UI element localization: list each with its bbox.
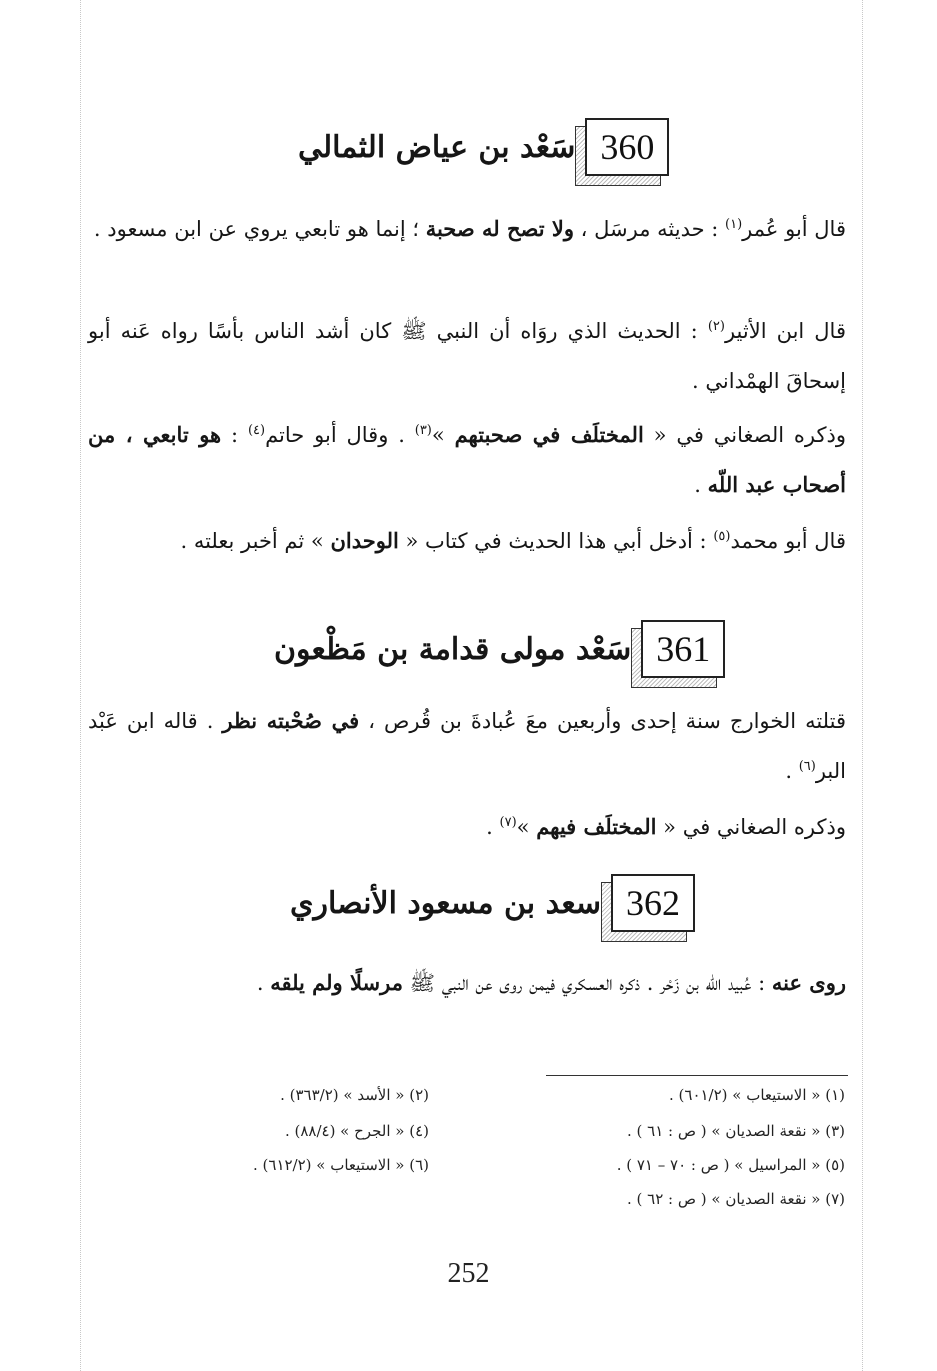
- footnote-ref: (١): [725, 217, 743, 232]
- body-text: .: [256, 971, 271, 995]
- entry-number-box: [585, 118, 669, 176]
- entry-heading-362: [290, 874, 695, 932]
- entry-paragraph: [88, 204, 846, 254]
- entry-number-box: [641, 620, 725, 678]
- entry-paragraph: [88, 958, 846, 1008]
- body-text: قتلته الخوارج سنة إحدى وأربعين معَ عُبادةَ بن قُرص ،: [359, 709, 846, 733]
- bold-text: مرسلًا ولم يلقه: [270, 970, 403, 995]
- footnote-ref: (٥): [713, 529, 731, 544]
- footnote-ref: (٣): [414, 423, 432, 438]
- entry-title: سَعْد مولى قدامة بن مَظْعون: [274, 631, 632, 667]
- entry-paragraph: [88, 696, 846, 796]
- body-text: ؛ إنما هو تابعي يروي عن ابن مسعود .: [93, 217, 426, 241]
- body-text: : حديثه مرسَل ،: [574, 217, 726, 241]
- entry-paragraph: [88, 516, 846, 566]
- footnote-7: (٧) « نقعة الصديان » ( ص : ٦٢ ) .: [626, 1190, 845, 1208]
- bold-text: المختلَف فيهم: [536, 814, 657, 839]
- body-text: : أدخل أبي هذا الحديث في كتاب «: [398, 529, 714, 553]
- footnote-1: (١) « الاستيعاب » (٦٠١/٢) .: [669, 1086, 845, 1104]
- entry-heading-361: [274, 620, 725, 678]
- bold-text: المختلَف في صحبتهم: [454, 422, 644, 447]
- footnote-4: (٤) « الجرح » (٨٨/٤) .: [284, 1122, 429, 1140]
- body-text: »: [431, 423, 455, 447]
- bold-text: ولا تصح له صحبة: [425, 216, 574, 241]
- body-text: . قاله ابن عَبْد البر: [88, 709, 846, 783]
- footnote-ref: (٢): [707, 319, 725, 334]
- body-text: قال ابن الأثير: [724, 319, 846, 343]
- entry-heading-360: [298, 118, 669, 176]
- entry-title: سعد بن مسعود الأنصاري: [290, 885, 601, 921]
- body-text: :: [221, 423, 248, 447]
- body-text: .: [694, 473, 708, 497]
- bold-text: الوحدان: [330, 528, 399, 553]
- entry-number-box: [611, 874, 695, 932]
- bold-text: روى عنه: [771, 970, 846, 995]
- body-text: وذكره الصغاني في «: [643, 423, 846, 447]
- entry-title: سَعْد بن عياض الثمالي: [298, 129, 576, 165]
- entry-number: 361: [641, 620, 725, 678]
- bold-text: هو تابعي ، من أصحاب عبد اللّه: [88, 422, 846, 497]
- body-text: .: [785, 759, 799, 783]
- bold-text: في صُحْبته نظر: [222, 708, 360, 733]
- footnote-6: (٦) « الاستيعاب » (٦١٢/٢) .: [253, 1156, 429, 1174]
- scan-artifact-line: [862, 0, 863, 1371]
- scan-artifact-line: [80, 0, 81, 1371]
- entry-paragraph: [88, 410, 846, 510]
- page-number: 252: [447, 1258, 490, 1289]
- body-text: . وقال أبو حاتم: [265, 423, 415, 447]
- footnote-5: (٥) « المراسيل » ( ص : ٧٠ – ٧١ ) .: [616, 1156, 845, 1174]
- body-text: : عُبيد اللّه بن زَحْر . ذكره العسكري فيمن روى عن النبي ﷺ: [402, 971, 772, 995]
- footnote-3: (٣) « نقعة الصديان » ( ص : ٦١ ) .: [626, 1122, 845, 1140]
- body-text: »: [516, 815, 537, 839]
- footnote-ref: (٤): [247, 423, 266, 438]
- body-text: قال أبو عُمر: [742, 217, 846, 241]
- entry-number: 362: [611, 874, 695, 932]
- entry-number: 360: [585, 118, 669, 176]
- body-text: وذكره الصغاني في «: [656, 815, 846, 839]
- body-text: قال أبو محمد: [730, 529, 846, 553]
- body-text: » ثم أخبر بعلته .: [180, 529, 331, 553]
- body-text: .: [486, 815, 500, 839]
- footnote-ref: (٦): [798, 759, 816, 774]
- entry-paragraph: [88, 802, 846, 852]
- body-text: : الحديث الذي روَاه أن النبي ﷺ كان أشد الناس بأسًا رواه عَنه أبو إسحاقَ الهمْداني .: [88, 319, 846, 393]
- entry-paragraph: [88, 306, 846, 406]
- footnote-separator: [546, 1075, 848, 1076]
- footnote-2: (٢) « الأسد » (٣٦٣/٢) .: [280, 1086, 429, 1104]
- footnote-ref: (٧): [499, 815, 517, 830]
